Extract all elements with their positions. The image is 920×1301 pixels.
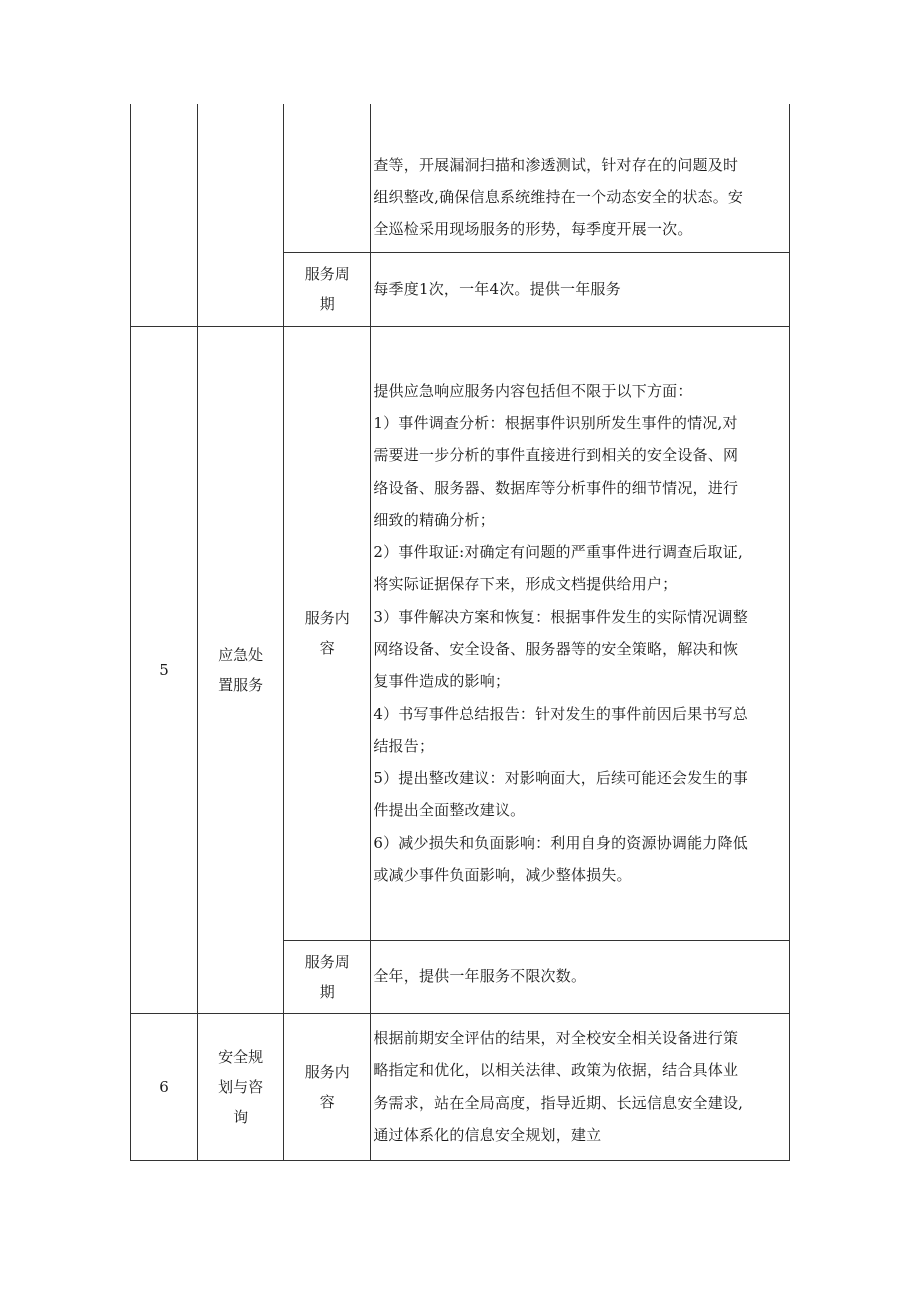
row-number-cell: 5 <box>131 326 198 1013</box>
content-line: 2）事件取证:对确定有问题的严重事件进行调查后取证, <box>373 543 743 562</box>
service-name-cell: 应急处置服务 <box>198 326 284 1013</box>
item-label-cell: 服务内容 <box>284 326 371 940</box>
content-line: 件提出全面整改建议。 <box>373 801 526 820</box>
content-line: 4）书写事件总结报告：针对发生的事件前因后果书写总 <box>373 704 748 723</box>
content-line: 网络设备、安全设备、服务器等的安全策略，解决和恢 <box>373 640 739 658</box>
content-line: 5）提出整改建议：对影响面大，后续可能还会发生的事 <box>373 769 748 788</box>
content-line: 细致的精确分析； <box>373 510 495 529</box>
item-label-cell: 服务周期 <box>284 252 371 326</box>
service-name-cell: 安全规划与咨询 <box>198 1013 284 1160</box>
item-label-cell <box>284 104 371 252</box>
content-line: 全年，提供一年服务不限次数。 <box>373 967 587 986</box>
service-table <box>130 104 790 1161</box>
content-line: 复事件造成的影响； <box>373 672 511 691</box>
content-line: 全巡检采用现场服务的形势，每季度开展一次。 <box>373 220 693 239</box>
content-line: 需要进一步分析的事件直接进行到相关的安全设备、网 <box>373 446 739 465</box>
content-line: 结报告； <box>373 736 435 755</box>
content-line: 6）减少损失和负面影响：利用自身的资源协调能力降低 <box>373 833 748 852</box>
content-line: 或减少事件负面影响，减少整体损失。 <box>373 866 632 885</box>
content-line: 将实际证据保存下来，形成文档提供给用户； <box>373 575 678 594</box>
content-line: 根据前期安全评估的结果，对全校安全相关设备进行策 <box>373 1028 739 1047</box>
content-cell <box>371 104 790 252</box>
content-line: 提供应急响应服务内容包括但不限于以下方面： <box>373 381 693 400</box>
content-cell <box>371 1013 790 1160</box>
service-name-cell <box>198 104 284 326</box>
content-cell <box>371 326 790 940</box>
content-cell <box>371 940 790 1013</box>
row-number-cell <box>131 104 198 326</box>
content-cell <box>371 252 790 326</box>
table-row <box>131 1013 790 1160</box>
item-label-cell: 服务周期 <box>284 940 371 1013</box>
content-line: 略指定和优化，以相关法律、政策为依据，结合具体业 <box>373 1061 739 1080</box>
table-row <box>131 326 790 940</box>
content-line: 3）事件解决方案和恢复：根据事件发生的实际情况调整 <box>373 607 748 626</box>
content-line: 1）事件调查分析：根据事件识别所发生事件的情况,对 <box>373 413 738 432</box>
content-line: 每季度1次，一年4次。提供一年服务 <box>373 279 621 298</box>
table-row <box>131 104 790 252</box>
content-line: 组织整改,确保信息系统维持在一个动态安全的状态。安 <box>373 187 744 206</box>
content-line: 务需求，站在全局高度，指导近期、长远信息安全建设, <box>373 1093 744 1112</box>
content-line: 通过体系化的信息安全规划，建立 <box>373 1125 602 1144</box>
item-label-cell: 服务内容 <box>284 1013 371 1160</box>
content-line: 查等，开展漏洞扫描和渗透测试，针对存在的问题及时 <box>373 155 739 174</box>
row-number-cell: 6 <box>131 1013 198 1160</box>
content-line: 络设备、服务器、数据库等分析事件的细节情况，进行 <box>373 478 739 497</box>
